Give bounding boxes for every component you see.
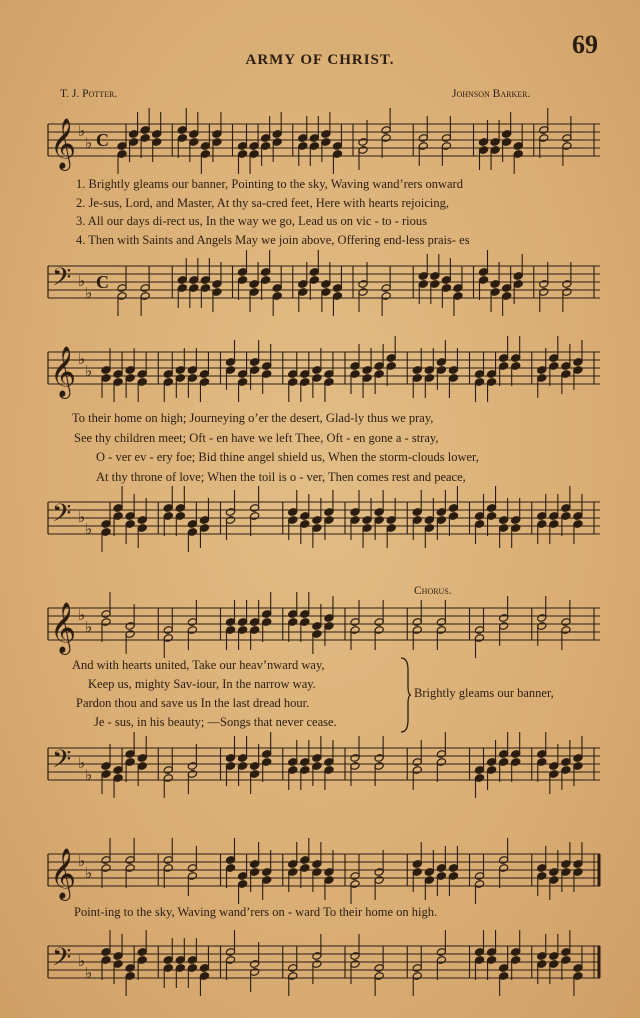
lyric-line: 3. All our days di-rect us, In the way we go, Lead us on vic - to - rious (76, 214, 427, 228)
refrain-text: Brightly gleams our banner, (414, 686, 554, 700)
svg-text:♭: ♭ (78, 756, 86, 772)
svg-text:C: C (96, 272, 109, 292)
svg-text:♭: ♭ (78, 608, 86, 624)
svg-text:𝄢: 𝄢 (52, 263, 72, 298)
svg-text:𝄢: 𝄢 (52, 943, 72, 978)
chorus-label: Chorus. (414, 585, 452, 597)
svg-text:♭: ♭ (78, 274, 86, 290)
bass-staff-3 (44, 740, 604, 798)
svg-text:♭: ♭ (78, 510, 86, 526)
bass-staff-2 (44, 494, 604, 552)
treble-staff-2 (44, 344, 604, 402)
svg-text:♭: ♭ (78, 854, 86, 870)
svg-text:𝄢: 𝄢 (52, 745, 72, 780)
lyric-line: Keep us, mighty Sav-iour, In the narrow way. (88, 677, 316, 691)
svg-text:♭: ♭ (85, 136, 93, 152)
svg-text:♭: ♭ (78, 124, 86, 140)
treble-staff-3 (44, 600, 604, 658)
svg-text:♭: ♭ (85, 286, 93, 302)
svg-text:𝄞: 𝄞 (50, 848, 77, 899)
lyric-line: 4. Then with Saints and Angels May we join above, Offering end-less prais- es (76, 233, 470, 247)
lyric-line: To their home on high; Journeying o’er the desert, Glad-ly thus we pray, (72, 411, 434, 425)
treble-staff-1 (44, 116, 604, 174)
lyric-line: 1. Brightly gleams our banner, Pointing to the sky, Waving wand’rers onward (76, 177, 463, 191)
music-author: Johnson Barker. (452, 88, 531, 100)
svg-text:𝄞: 𝄞 (50, 118, 77, 169)
treble-staff-4 (44, 846, 604, 904)
words-author: T. J. Potter. (60, 88, 118, 100)
svg-text:𝄢: 𝄢 (52, 499, 72, 534)
svg-text:♭: ♭ (78, 352, 86, 368)
svg-text:♭: ♭ (85, 364, 93, 380)
lyric-line: And with hearts united, Take our heav’nward way, (72, 658, 325, 672)
svg-text:♭: ♭ (85, 620, 93, 636)
svg-text:C: C (96, 130, 109, 150)
lyric-line: O - ver ev - ery foe; Bid thine angel shield us, When the storm-clouds lower, (96, 450, 479, 464)
lyric-line: Pardon thou and save us In the last dread hour. (76, 696, 310, 710)
lyric-line: See thy children meet; Oft - en have we left Thee, Oft - en gone a - stray, (74, 431, 439, 445)
svg-text:♭: ♭ (78, 954, 86, 970)
lyric-brace (398, 656, 412, 734)
svg-text:♭: ♭ (85, 966, 93, 982)
lyric-line: At thy throne of love; When the toil is o - ver, Then comes rest and peace, (96, 470, 466, 484)
bass-staff-1 (44, 258, 604, 316)
svg-text:𝄞: 𝄞 (50, 346, 77, 397)
lyric-line: Point-ing to the sky, Waving wand’rers on - ward To their home on high. (74, 905, 438, 919)
lyric-line: 2. Je-sus, Lord, and Master, At thy sa-cred feet, Here with hearts rejoicing, (76, 196, 449, 210)
page-number: 69 (572, 30, 598, 59)
svg-text:♭: ♭ (85, 768, 93, 784)
lyric-line: Je - sus, in his beauty; —Songs that never cease. (94, 715, 337, 729)
hymn-title: ARMY OF CHRIST. (245, 52, 395, 68)
svg-text:♭: ♭ (85, 866, 93, 882)
svg-text:𝄞: 𝄞 (50, 602, 77, 653)
bass-staff-4 (44, 938, 604, 996)
svg-text:♭: ♭ (85, 522, 93, 538)
